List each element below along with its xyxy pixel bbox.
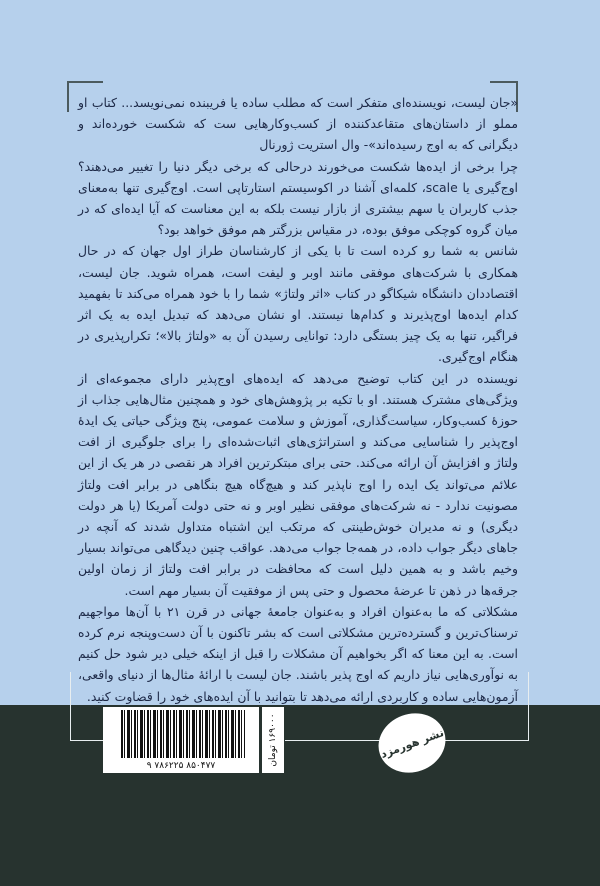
review-quote: «جان لیست، نویسنده‌ای متفکر است که مطلب ساده یا فریبنده نمی‌نویسد... کتاب او مملو از داستان‌های متقاعدکننده از کسب‌وکارهایی ست که شکست خورده‌اند و دیگرانی که به اوج رسیده‌اند»- وال استریت ژورنال <box>78 95 518 153</box>
price-label <box>262 707 284 773</box>
paragraph: شانس به شما رو کرده است تا با یکی از کارشناسان طراز اول جهان که در حال همکاری با شرکت‌های موفقی مانند اوبر و لیفت است، همراه شوید. جان لیست، اقتصاددان دانشگاه شیکاگو در کتاب «اثر ولتاژ» شما را با خود همراه می‌کند تا بفهمید کدام ایده‌ها اوج‌پذیرند و کدام‌ها نیستند. او نشان می‌دهد که تبدیل ایده به یک اثر فراگیر، تنها به یک چیز بستگی دارد: توانایی رسیدن آن به «ولتاژ بالا»؛ تکرارپذیری در هنگام اوج‌گیری. <box>78 243 518 365</box>
frame-right-line <box>528 672 529 741</box>
back-cover-text <box>78 92 518 707</box>
bracket-top-right <box>490 81 518 83</box>
frame-bottom-line-middle <box>285 740 381 741</box>
price-text: ۱۶۹۰۰۰ تومان <box>268 713 278 767</box>
isbn-number: ۹ ۷۸۶۲۲۵ ۸۵۰۴۷۷ <box>146 761 216 771</box>
isbn-barcode <box>103 707 259 773</box>
bracket-top-left <box>67 81 103 83</box>
barcode-bars <box>121 710 245 758</box>
bracket-top-left-vertical <box>67 81 69 112</box>
publisher-logo-text: نشر هورمزد <box>378 725 446 761</box>
paragraph: چرا برخی از ایده‌ها شکست می‌خورند درحالی که برخی دیگر دنیا را تغییر می‌دهند؟ اوج‌گیری یا scale، کلمه‌ای آشنا در اکوسیستم استارتاپی است. اوج‌گیری تنها به‌معنای جذب کاربران یا سهم بیشتری از بازار نیست بلکه به این معناست که آیا ایده‌ای که در میان گروه کوچکی موفق بوده، در مقیاس بزرگتر هم موفق خواهد بود؟ <box>78 158 518 238</box>
cover-lower-band <box>0 705 600 886</box>
frame-left-line <box>70 672 71 741</box>
frame-bottom-line-right <box>444 740 529 741</box>
frame-bottom-line-left <box>70 740 103 741</box>
paragraph: نویسنده در این کتاب توضیح می‌دهد که ایده‌های اوج‌پذیر دارای مجموعه‌ای از ویژگی‌های مشترک هستند. او با تکیه بر پژوهش‌های خود و همچنین مثال‌هایی جذاب از حوزهٔ کسب‌وکار، سیاست‌گذاری، آموزش و سلامت عمومی، پنج ویژگی حیاتی یک ایدهٔ اوج‌پذیر را شناسایی می‌کند و استراتژی‌های اثبات‌شده‌ای را برای جلوگیری از افت ولتاژ و افزایش آن ارائه می‌کند. حتی برای مبتکرترین افراد هر نقصی در هر یک از این علائم می‌تواند یک ایده را اوج ناپذیر کند و هیچ‌گاه هیچ بنگاهی در برابر افت ولتاژ مصونیت ندارد - نه شرکت‌های موفقی نظیر اوبر و نه حتی دولت آمریکا (یا هر دولت دیگری) و نه مدیران خوش‌طینتی که مرتکب این اشتباه متداول شدند که آنچه در جاهای دیگر جواب داده، در همه‌جا جواب می‌دهد. عواقب چنین دیدگاهی می‌تواند بسیار وخیم باشد و به همین دلیل است که محافظت در برابر افت ولتاژ از زمان اولین جرقه‌ها در ذهن تا عرضهٔ محصول و حتی پس از موفقیت آن بسیار مهم است. <box>78 370 518 598</box>
paragraph: مشکلاتی که ما به‌عنوان افراد و به‌عنوان جامعهٔ جهانی در قرن ۲۱ با آن‌ها مواجهیم ترسناک‌ترین و گسترده‌ترین مشکلاتی است که بشر تاکنون با آن دست‌وپنجه نرم کرده است. به این معنا که اگر بخواهیم آن مشکلات را قبل از اینکه خیلی دیر شود حل کنیم به نوآوری‌هایی نیاز داریم که اوج پذیر باشند. جان لیست با ارائهٔ مثال‌ها از دنیای واقعی، آزمون‌هایی ساده و کاربردی ارائه می‌دهد تا بتوانید با آن ایده‌های خود را قضاوت کنید. <box>78 603 518 704</box>
